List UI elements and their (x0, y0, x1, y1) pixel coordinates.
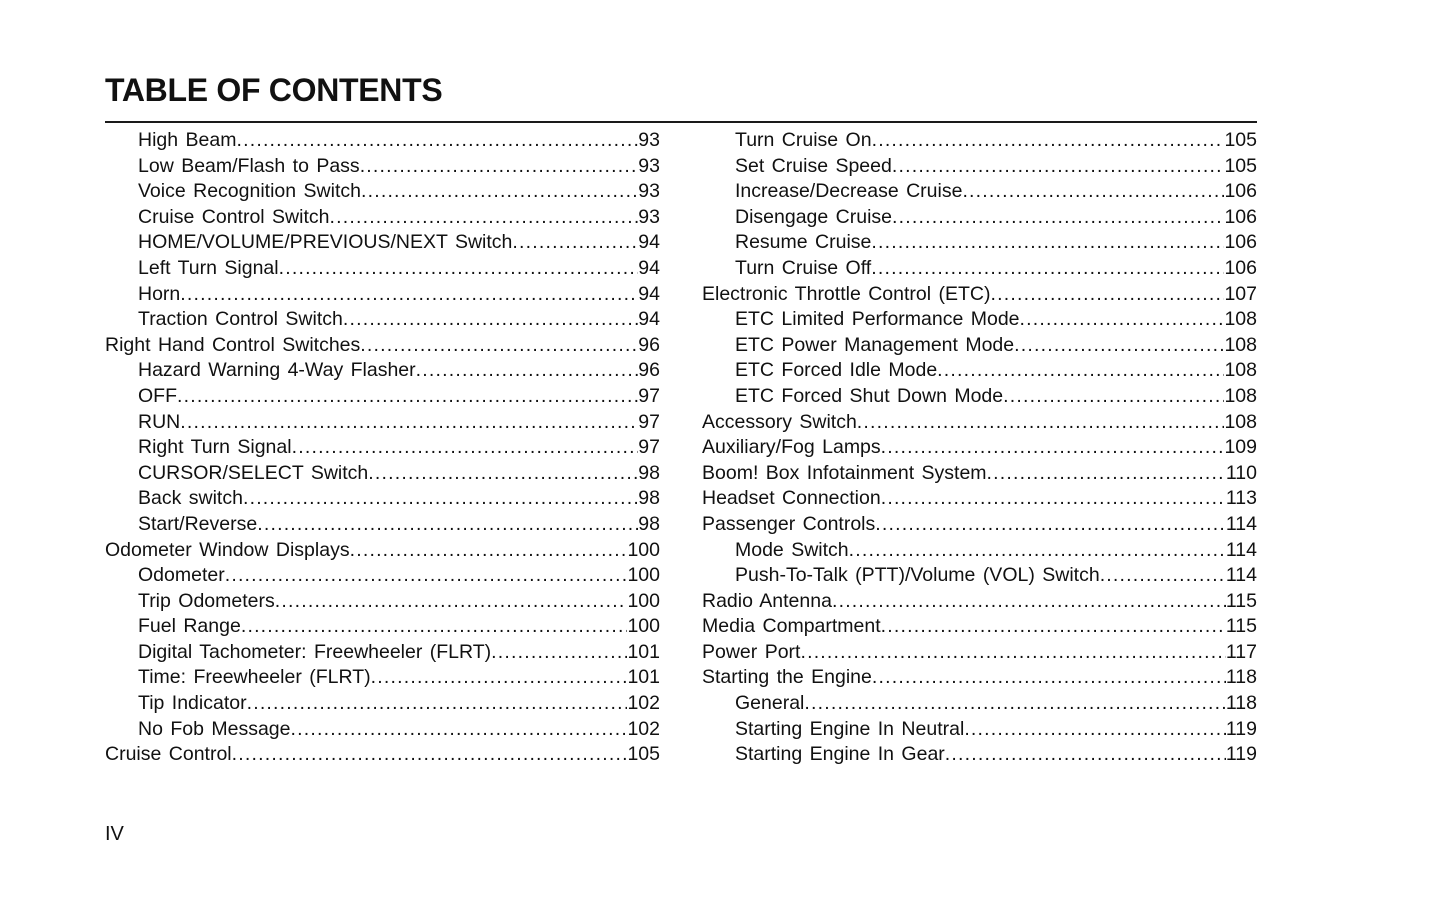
toc-entry-label: Set Cruise Speed (735, 154, 892, 177)
toc-entry-label: Push-To-Talk (PTT)/Volume (VOL) Switch (735, 564, 1100, 587)
toc-entry-page: 118 (1225, 692, 1257, 715)
toc-entry-page: 100 (627, 538, 660, 561)
toc-entry[interactable] (105, 614, 660, 640)
toc-left-column (105, 128, 660, 768)
toc-entry-page: 106 (1224, 180, 1257, 203)
toc-entry-label: Starting Engine In Neutral (735, 717, 965, 740)
toc-entry-page: 93 (638, 154, 660, 177)
dot-leader (1020, 307, 1225, 333)
toc-entry-page: 105 (627, 743, 660, 766)
toc-entry-page: 96 (638, 359, 660, 382)
dot-leader (360, 333, 638, 359)
dot-leader (491, 640, 627, 666)
toc-entry[interactable] (702, 358, 1257, 384)
toc-entry-label: Auxiliary/Fog Lamps (702, 436, 881, 459)
dot-leader (257, 512, 638, 538)
dot-leader (872, 665, 1226, 691)
toc-entry[interactable] (702, 384, 1257, 410)
toc-entry-page: 93 (638, 180, 660, 203)
toc-entry-label: Trip Odometers (138, 589, 275, 612)
dot-leader (343, 307, 638, 333)
dot-leader (800, 640, 1225, 666)
dot-leader (832, 589, 1226, 615)
toc-entry[interactable] (105, 410, 660, 436)
toc-entry-label: HOME/VOLUME/PREVIOUS/NEXT Switch (138, 231, 513, 254)
toc-entry[interactable] (105, 717, 660, 743)
toc-entry[interactable] (702, 256, 1257, 282)
toc-entry-label: Increase/Decrease Cruise (735, 180, 963, 203)
dot-leader (279, 256, 639, 282)
toc-entry[interactable] (105, 461, 660, 487)
dot-leader (180, 282, 638, 308)
dot-leader (360, 154, 639, 180)
toc-entry[interactable] (105, 640, 660, 666)
toc-entry-page: 109 (1224, 436, 1257, 459)
toc-entry-label: ETC Forced Shut Down Mode (735, 384, 1004, 407)
toc-entry[interactable] (702, 665, 1257, 691)
dot-leader (1014, 333, 1224, 359)
dot-leader (892, 154, 1225, 180)
toc-entry[interactable] (105, 333, 660, 359)
toc-entry[interactable] (702, 742, 1257, 768)
toc-entry[interactable] (702, 282, 1257, 308)
toc-entry-page: 108 (1224, 308, 1257, 331)
dot-leader (236, 128, 638, 154)
dot-leader (872, 128, 1225, 154)
toc-entry-page: 94 (638, 256, 660, 279)
toc-entry-label: Passenger Controls (702, 512, 876, 535)
toc-entry-page: 102 (627, 717, 660, 740)
toc-entry[interactable] (105, 665, 660, 691)
dot-leader (361, 179, 638, 205)
toc-entry-page: 94 (638, 308, 660, 331)
toc-entry-label: ETC Forced Idle Mode (735, 359, 938, 382)
toc-entry-label: Low Beam/Flash to Pass (138, 154, 360, 177)
dot-leader (945, 742, 1226, 768)
toc-entry-page: 107 (1224, 282, 1257, 305)
toc-entry-page: 106 (1224, 256, 1257, 279)
toc-entry[interactable] (702, 461, 1257, 487)
dot-leader (871, 230, 1224, 256)
dot-leader (1100, 563, 1226, 589)
dot-leader (987, 461, 1226, 487)
toc-entry-label: Media Compartment (702, 615, 881, 638)
toc-entry-label: Left Turn Signal (138, 256, 279, 279)
dot-leader (937, 358, 1224, 384)
toc-entry[interactable] (702, 640, 1257, 666)
toc-entry-label: Fuel Range (138, 615, 241, 638)
toc-entry-label: RUN (138, 410, 181, 433)
dot-leader (892, 205, 1224, 231)
dot-leader (875, 512, 1226, 538)
toc-entry[interactable] (702, 410, 1257, 436)
toc-entry[interactable] (105, 384, 660, 410)
toc-entry-label: Mode Switch (735, 538, 849, 561)
toc-entry-label: Boom! Box Infotainment System (702, 461, 987, 484)
toc-entry[interactable] (105, 742, 660, 768)
toc-entry[interactable] (105, 154, 660, 180)
toc-entry-label: General (735, 692, 805, 715)
toc-entry-page: 94 (638, 282, 660, 305)
dot-leader (804, 691, 1226, 717)
toc-entry-label: OFF (138, 384, 177, 407)
toc-entry-page: 93 (638, 129, 660, 151)
toc-entry-label: Right Hand Control Switches (105, 333, 361, 356)
toc-entry-label: No Fob Message (138, 717, 291, 740)
toc-entry-page: 115 (1225, 589, 1257, 612)
dot-leader (1003, 384, 1224, 410)
toc-entry-page: 105 (1224, 154, 1257, 177)
dot-leader (871, 256, 1224, 282)
toc-entry-label: Odometer (138, 564, 225, 587)
toc-entry[interactable] (702, 307, 1257, 333)
toc-entry[interactable] (105, 358, 660, 384)
dot-leader (512, 230, 638, 256)
toc-entry[interactable] (105, 128, 660, 154)
toc-entry-page: 97 (638, 410, 660, 433)
dot-leader (962, 179, 1224, 205)
toc-entry[interactable] (702, 230, 1257, 256)
toc-entry[interactable] (702, 179, 1257, 205)
toc-entry-label: Hazard Warning 4-Way Flasher (138, 359, 416, 382)
toc-entry-label: Digital Tachometer: Freewheeler (FLRT) (138, 640, 492, 663)
toc-entry[interactable] (702, 333, 1257, 359)
dot-leader (857, 410, 1225, 436)
toc-entry-label: Starting the Engine (702, 666, 872, 689)
toc-entry[interactable] (702, 563, 1257, 589)
toc-entry-page: 108 (1224, 410, 1257, 433)
toc-entry-label: Time: Freewheeler (FLRT) (138, 666, 371, 689)
dot-leader (990, 282, 1224, 308)
page-title: TABLE OF CONTENTS (105, 72, 443, 108)
toc-entry-label: Traction Control Switch (138, 308, 343, 331)
toc-entry-label: Radio Antenna (702, 589, 832, 612)
toc-entry-page: 106 (1224, 231, 1257, 254)
toc-entry-page: 105 (1224, 129, 1257, 151)
toc-entry-page: 93 (638, 205, 660, 228)
toc-entry-page: 119 (1225, 717, 1257, 740)
toc-entry-page: 100 (627, 589, 660, 612)
toc-entry-label: Power Port (702, 640, 801, 663)
toc-entry-page: 113 (1225, 487, 1257, 510)
dot-leader (371, 665, 628, 691)
toc-entry[interactable] (105, 538, 660, 564)
toc-entry-label: Back switch (138, 487, 243, 510)
toc-entry-label: Cruise Control Switch (138, 205, 330, 228)
toc-entry-label: Turn Cruise On (735, 129, 872, 151)
toc-entry-page: 98 (638, 461, 660, 484)
toc-entry-page: 118 (1225, 666, 1257, 689)
toc-entry[interactable] (105, 307, 660, 333)
toc-entry[interactable] (702, 512, 1257, 538)
dot-leader (368, 461, 638, 487)
toc-entry[interactable] (105, 256, 660, 282)
toc-entry-page: 114 (1225, 512, 1257, 535)
dot-leader (292, 435, 639, 461)
dot-leader (232, 742, 628, 768)
toc-entry-label: Turn Cruise Off (735, 256, 872, 279)
dot-leader (180, 410, 638, 436)
toc-entry-page: 110 (1225, 461, 1257, 484)
toc-entry-page: 108 (1224, 359, 1257, 382)
toc-entry-label: High Beam (138, 129, 237, 151)
dot-leader (247, 691, 628, 717)
toc-entry-label: Cruise Control (105, 743, 232, 766)
toc-entry[interactable] (702, 614, 1257, 640)
toc-entry-label: ETC Power Management Mode (735, 333, 1015, 356)
dot-leader (849, 538, 1226, 564)
title-divider (105, 121, 1257, 123)
toc-entry-label: Resume Cruise (735, 231, 872, 254)
toc-entry-page: 98 (638, 487, 660, 510)
dot-leader (964, 717, 1226, 743)
dot-leader (881, 486, 1226, 512)
toc-entry[interactable] (702, 435, 1257, 461)
dot-leader (241, 614, 628, 640)
toc-entry-page: 115 (1225, 615, 1257, 638)
toc-entry-page: 98 (638, 512, 660, 535)
toc-entry-label: Horn (138, 282, 181, 305)
toc-entry-label: Disengage Cruise (735, 205, 893, 228)
dot-leader (329, 205, 638, 231)
dot-leader (275, 589, 628, 615)
dot-leader (416, 358, 639, 384)
toc-entry-page: 114 (1225, 564, 1257, 587)
toc-entry[interactable] (105, 282, 660, 308)
dot-leader (881, 614, 1226, 640)
toc-entry[interactable] (702, 486, 1257, 512)
toc-entry[interactable] (105, 205, 660, 231)
toc-entry-page: 108 (1224, 333, 1257, 356)
toc-entry-label: Tip Indicator (138, 692, 247, 715)
toc-entry-label: ETC Limited Performance Mode (735, 308, 1020, 331)
toc-entry[interactable] (105, 563, 660, 589)
toc-entry-page: 97 (638, 384, 660, 407)
toc-entry[interactable] (105, 486, 660, 512)
toc-entry[interactable] (105, 179, 660, 205)
toc-entry-page: 101 (627, 666, 660, 689)
toc-entry-page: 97 (638, 436, 660, 459)
toc-entry-label: Accessory Switch (702, 410, 857, 433)
toc-entry-label: Voice Recognition Switch (138, 180, 361, 203)
toc-entry[interactable] (702, 538, 1257, 564)
toc-entry[interactable] (105, 230, 660, 256)
toc-entry-page: 100 (627, 615, 660, 638)
toc-entry-page: 101 (627, 640, 660, 663)
toc-entry-label: Starting Engine In Gear (735, 743, 945, 766)
toc-entry-page: 102 (627, 692, 660, 715)
toc-entry-page: 117 (1225, 640, 1257, 663)
page-number: IV (105, 823, 124, 845)
toc-entry-label: Start/Reverse (138, 512, 258, 535)
toc-entry-label: CURSOR/SELECT Switch (138, 461, 369, 484)
toc-entry-page: 114 (1225, 538, 1257, 561)
toc-entry[interactable] (105, 512, 660, 538)
toc-entry[interactable] (105, 435, 660, 461)
toc-entry-label: Odometer Window Displays (105, 538, 350, 561)
dot-leader (350, 538, 628, 564)
dot-leader (243, 486, 638, 512)
toc-entry[interactable] (105, 589, 660, 615)
toc-entry-page: 108 (1224, 384, 1257, 407)
toc-entry[interactable] (702, 128, 1257, 154)
toc-entry-label: Headset Connection (702, 487, 881, 510)
toc-entry[interactable] (702, 589, 1257, 615)
toc-entry-page: 94 (638, 231, 660, 254)
toc-entry[interactable] (702, 717, 1257, 743)
dot-leader (225, 563, 628, 589)
toc-entry[interactable] (702, 154, 1257, 180)
toc-entry[interactable] (702, 691, 1257, 717)
toc-entry-label: Electronic Throttle Control (ETC) (702, 282, 991, 305)
dot-leader (291, 717, 628, 743)
toc-entry-page: 106 (1224, 205, 1257, 228)
toc-entry-label: Right Turn Signal (138, 436, 292, 459)
toc-entry[interactable] (105, 691, 660, 717)
dot-leader (881, 435, 1225, 461)
toc-entry-page: 100 (627, 564, 660, 587)
toc-entry[interactable] (702, 205, 1257, 231)
dot-leader (177, 384, 638, 410)
toc-entry-page: 96 (638, 333, 660, 356)
toc-entry-page: 119 (1225, 743, 1257, 766)
toc-right-column (702, 128, 1257, 768)
